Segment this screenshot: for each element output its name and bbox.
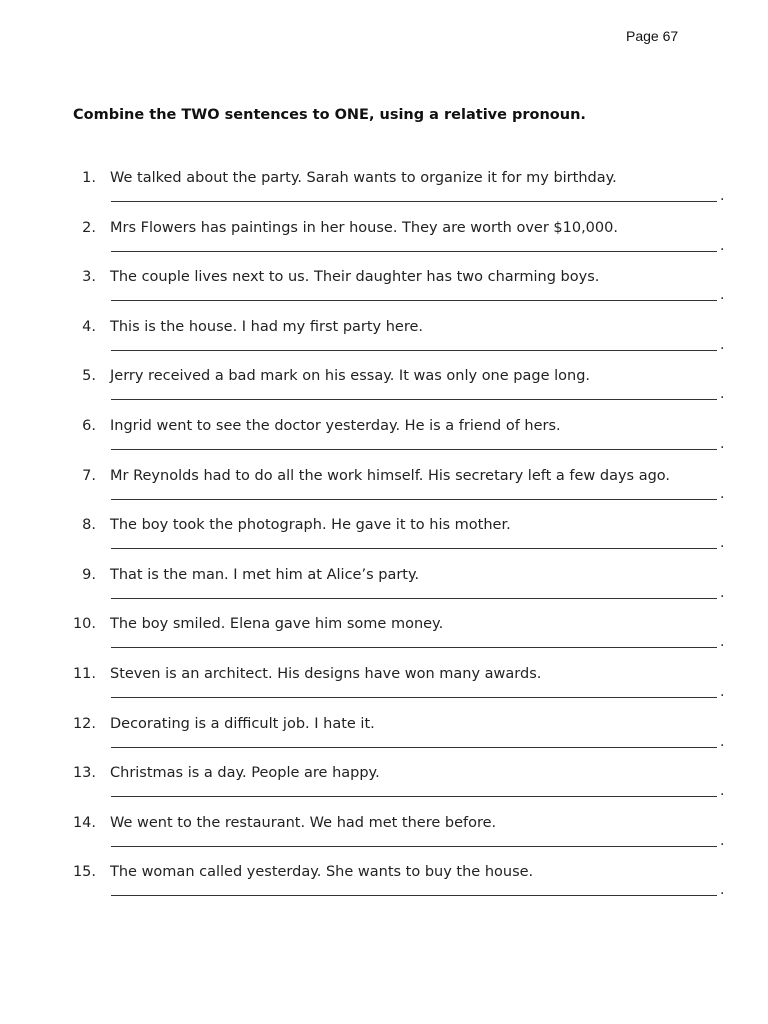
answer-line[interactable]	[111, 895, 717, 896]
answer-line[interactable]	[111, 846, 717, 847]
answer-period: .	[720, 237, 725, 254]
item-sentence: Ingrid went to see the doctor yesterday. He is a friend of hers.	[110, 417, 561, 434]
item-number: 10.	[72, 616, 96, 633]
answer-line[interactable]	[111, 399, 717, 400]
answer-line[interactable]	[111, 697, 717, 698]
exercise-item	[0, 716, 768, 766]
item-sentence: The woman called yesterday. She wants to buy the house.	[110, 864, 534, 881]
answer-period: .	[720, 435, 725, 452]
answer-line[interactable]	[111, 598, 717, 599]
exercise-item	[0, 666, 768, 716]
answer-line[interactable]	[111, 251, 717, 252]
answer-period: .	[720, 287, 725, 304]
item-number: 1.	[82, 170, 96, 186]
exercise-item	[0, 368, 768, 418]
answer-line[interactable]	[111, 548, 717, 549]
item-sentence: The couple lives next to us. Their daughter has two charming boys.	[110, 269, 600, 286]
item-sentence: The boy smiled. Elena gave him some money.	[110, 616, 444, 633]
item-number: 9.	[82, 566, 96, 583]
exercise-item	[0, 864, 768, 914]
answer-period: .	[720, 783, 725, 800]
item-sentence: We talked about the party. Sarah wants to organize it for my birthday.	[110, 170, 617, 186]
exercise-item	[0, 220, 768, 270]
answer-line[interactable]	[111, 300, 717, 301]
exercise-item	[0, 468, 768, 518]
answer-period: .	[720, 386, 725, 403]
answer-period: .	[720, 336, 725, 353]
item-number: 8.	[82, 517, 96, 534]
exercise-item	[0, 517, 768, 567]
item-sentence: That is the man. I met him at Alice’s party.	[110, 566, 420, 583]
answer-period: .	[720, 882, 725, 899]
exercise-item	[0, 815, 768, 865]
item-sentence: This is the house. I had my first party here.	[110, 318, 424, 335]
item-number: 3.	[82, 269, 96, 286]
item-number: 14.	[72, 814, 96, 831]
answer-line[interactable]	[111, 499, 717, 500]
item-number: 5.	[82, 368, 96, 385]
answer-period: .	[720, 832, 725, 849]
item-number: 15.	[72, 864, 96, 881]
item-sentence: Jerry received a bad mark on his essay. It was only one page long.	[110, 368, 591, 385]
item-number: 6.	[82, 417, 96, 434]
item-sentence: Mr Reynolds had to do all the work himself. His secretary left a few days ago.	[110, 467, 671, 484]
answer-period: .	[720, 683, 725, 700]
answer-period: .	[720, 584, 725, 601]
item-number: 11.	[72, 665, 96, 682]
answer-line[interactable]	[111, 647, 717, 648]
answer-period: .	[720, 188, 725, 204]
exercise-instruction: Combine the TWO sentences to ONE, using a relative pronoun.	[73, 107, 586, 123]
item-number: 7.	[82, 467, 96, 484]
item-sentence: Steven is an architect. His designs have won many awards.	[110, 665, 542, 682]
exercise-item	[0, 616, 768, 666]
item-sentence: We went to the restaurant. We had met there before.	[110, 814, 497, 831]
answer-line[interactable]	[111, 350, 717, 351]
exercise-item	[0, 765, 768, 815]
answer-line[interactable]	[111, 201, 717, 202]
answer-line[interactable]	[111, 796, 717, 797]
item-sentence: Christmas is a day. People are happy.	[110, 765, 380, 782]
item-number: 12.	[72, 715, 96, 732]
answer-period: .	[720, 634, 725, 651]
item-sentence: Decorating is a difficult job. I hate it.	[110, 715, 375, 732]
exercise-item	[0, 170, 768, 220]
item-number: 13.	[72, 765, 96, 782]
exercise-item	[0, 319, 768, 369]
page-number: Page 67	[626, 28, 679, 44]
item-number: 2.	[82, 219, 96, 236]
exercise-item	[0, 418, 768, 468]
exercise-list	[0, 170, 768, 914]
answer-line[interactable]	[111, 449, 717, 450]
answer-period: .	[720, 485, 725, 502]
item-sentence: Mrs Flowers has paintings in her house. They are worth over $10,000.	[110, 219, 618, 236]
item-sentence: The boy took the photograph. He gave it to his mother.	[110, 517, 511, 534]
answer-period: .	[720, 733, 725, 750]
item-number: 4.	[82, 318, 96, 335]
answer-line[interactable]	[111, 747, 717, 748]
exercise-item	[0, 269, 768, 319]
answer-period: .	[720, 535, 725, 552]
exercise-item	[0, 567, 768, 617]
